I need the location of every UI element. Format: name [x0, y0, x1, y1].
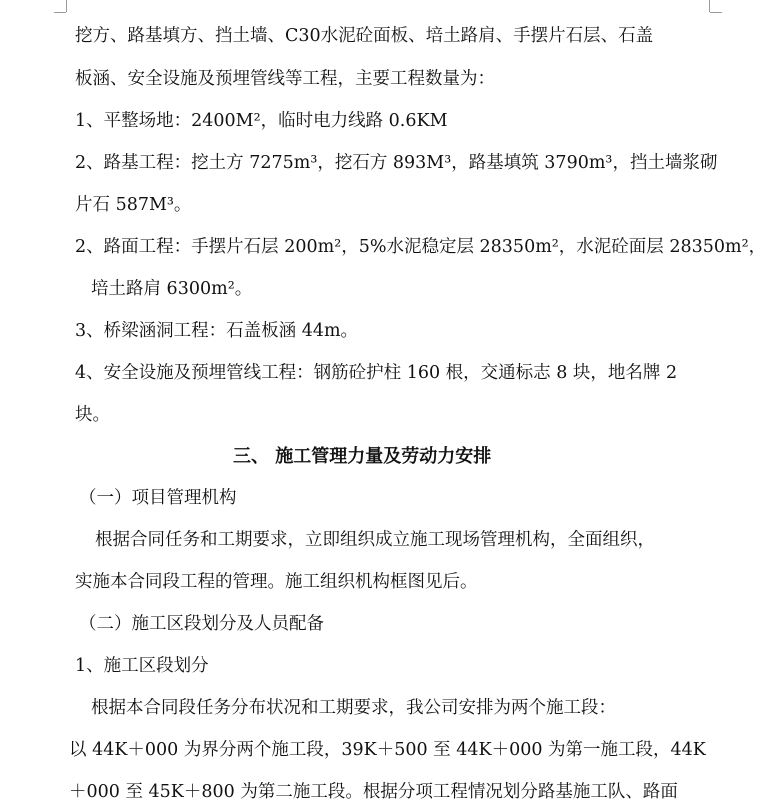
list-item-3-cont: 培土路肩 6300m²。 [91, 279, 253, 299]
paragraph-line: 以 44K＋000 为界分两个施工段，39K＋500 至 44K＋000 为第一施工段，44K [69, 740, 706, 760]
subsection-heading-2: （二）施工区段划分及人员配备 [79, 614, 324, 634]
item-heading: 1、施工区段划分 [75, 656, 209, 676]
paragraph-line: 板涵、安全设施及预埋管线等工程，主要工程数量为： [75, 69, 495, 89]
list-item-2: 2、路基工程：挖土方 7275m³，挖石方 893M³，路基填筑 3790m³，挡土墙浆砌 [75, 153, 718, 173]
paragraph-line: 挖方、路基填方、挡土墙、C30水泥砼面板、培土路肩、手摆片石层、石盖 [75, 26, 654, 46]
list-item-1: 1、平整场地：2400M²，临时电力线路 0.6KM [75, 111, 448, 131]
paragraph-line: 根据本合同段任务分布状况和工期要求，我公司安排为两个施工段： [91, 698, 616, 718]
paragraph-line: 实施本合同段工程的管理。施工组织机构框图见后。 [75, 572, 478, 592]
list-item-2-cont: 片石 587M³。 [75, 195, 192, 215]
section-heading: 三、 施工管理力量及劳动力安排 [233, 446, 492, 467]
paragraph-line: ＋000 至 45K＋800 为第二施工段。根据分项工程情况划分路基施工队、路面 [69, 782, 678, 802]
list-item-3: 2、路面工程：手摆片石层 200m²，5%水泥稳定层 28350m²，水泥砼面层 28350m²， [75, 237, 767, 257]
list-item-5: 4、安全设施及预埋管线工程：钢筋砼护柱 160 根，交通标志 8 块，地名牌 2 [75, 363, 678, 383]
list-item-5-cont: 块。 [75, 405, 110, 425]
list-item-4: 3、桥梁涵洞工程：石盖板涵 44m。 [75, 321, 359, 341]
subsection-heading-1: （一）项目管理机构 [79, 488, 237, 508]
paragraph-line: 根据合同任务和工期要求，立即组织成立施工现场管理机构，全面组织， [95, 530, 655, 550]
